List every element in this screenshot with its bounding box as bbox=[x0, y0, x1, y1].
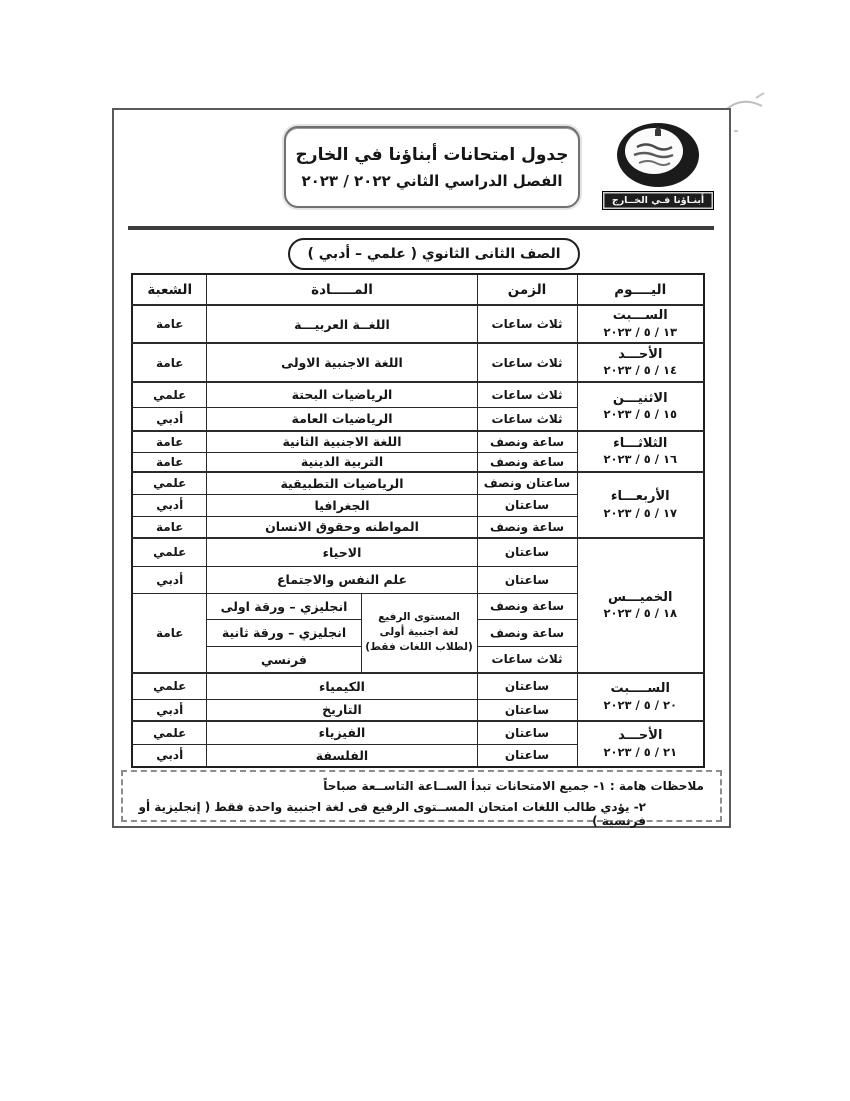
header-divider bbox=[128, 226, 714, 230]
day-date: ١٤ / ٥ / ٢٠٢٣ bbox=[603, 363, 678, 378]
section-cell: عامة bbox=[132, 516, 207, 538]
section-cell: أدبي bbox=[132, 744, 207, 767]
notes-box bbox=[121, 770, 722, 828]
section-cell: أدبي bbox=[132, 566, 207, 593]
day-cell bbox=[577, 382, 704, 431]
time-cell: ساعة ونصف bbox=[477, 452, 577, 472]
header-subject: المـــــادة bbox=[207, 274, 477, 305]
day-date: ١٥ / ٥ / ٢٠٢٣ bbox=[603, 407, 678, 422]
logo-caption: أبنـاؤنا فـي الخــارج bbox=[602, 191, 714, 210]
note-line bbox=[131, 779, 704, 793]
section-cell: علمي bbox=[132, 382, 207, 407]
day-name: الأربعـــاء bbox=[610, 489, 670, 505]
section-cell: علمي bbox=[132, 673, 207, 699]
section-cell: عامة bbox=[132, 305, 207, 343]
header-section: الشعبة bbox=[132, 274, 207, 305]
table-header-row bbox=[132, 274, 704, 305]
subject-cell: الفيزياء bbox=[207, 721, 477, 744]
table-row bbox=[132, 382, 704, 407]
subject-cell: علم النفس والاجتماع bbox=[207, 566, 477, 593]
subject-cell: الرياضيات العامة bbox=[207, 407, 477, 431]
subject-cell: الرياضيات البحتة bbox=[207, 382, 477, 407]
time-cell: ساعتان bbox=[477, 721, 577, 744]
high-level-note-cell bbox=[361, 593, 477, 673]
day-cell bbox=[577, 472, 704, 538]
time-cell: ثلاث ساعات bbox=[477, 305, 577, 343]
day-name: الســـبت bbox=[612, 308, 668, 324]
subject-cell: فرنسي bbox=[207, 646, 361, 673]
subject-cell: التربية الدينية bbox=[207, 452, 477, 472]
time-cell: ساعتان bbox=[477, 494, 577, 516]
subject-cell: الفلسفة bbox=[207, 744, 477, 767]
time-cell: ساعتان bbox=[477, 673, 577, 699]
day-name: الأحـــد bbox=[618, 728, 663, 744]
day-name: الثلاثـــاء bbox=[613, 435, 668, 451]
exam-schedule-table bbox=[131, 273, 705, 768]
section-cell: علمي bbox=[132, 538, 207, 566]
high-level-line: (لطلاب اللغات فقط) bbox=[365, 641, 473, 654]
day-cell bbox=[577, 343, 704, 382]
title-box bbox=[284, 126, 580, 208]
day-date: ١٣ / ٥ / ٢٠٢٣ bbox=[603, 324, 678, 339]
time-cell: ساعة ونصف bbox=[477, 619, 577, 646]
subject-cell: اللغة الاجنبية الثانية bbox=[207, 431, 477, 452]
time-cell: ثلاث ساعات bbox=[477, 343, 577, 382]
section-cell: عامة bbox=[132, 452, 207, 472]
subject-cell: الاحياء bbox=[207, 538, 477, 566]
subject-cell: اللغة الاجنبية الاولى bbox=[207, 343, 477, 382]
time-cell: ثلاث ساعات bbox=[477, 382, 577, 407]
subject-cell: اللغــة العربيـــة bbox=[207, 305, 477, 343]
document-sheet bbox=[112, 108, 731, 828]
section-cell: أدبي bbox=[132, 699, 207, 721]
day-name: الخميـــس bbox=[608, 589, 673, 605]
day-date: ١٦ / ٥ / ٢٠٢٣ bbox=[603, 452, 678, 467]
note-line bbox=[131, 800, 704, 828]
table-row bbox=[132, 472, 704, 494]
note-text: ١- جميع الامتحانات تبدأ الســاعة التاســعة صباحاً bbox=[323, 779, 606, 793]
subject-cell: انجليزي – ورقة ثانية bbox=[207, 619, 361, 646]
high-level-line: المستوى الرفيع bbox=[378, 610, 460, 623]
day-cell bbox=[577, 305, 704, 343]
section-cell: أدبي bbox=[132, 407, 207, 431]
subject-cell: انجليزي – ورقة اولى bbox=[207, 593, 361, 619]
subject-cell: الرياضيات التطبيقية bbox=[207, 472, 477, 494]
semester-subtitle: الفصل الدراسي الثاني ٢٠٢٢ / ٢٠٢٣ bbox=[301, 171, 563, 190]
ministry-emblem-icon bbox=[616, 122, 700, 188]
time-cell: ثلاث ساعات bbox=[477, 407, 577, 431]
time-cell: ساعة ونصف bbox=[477, 593, 577, 619]
header-time: الزمن bbox=[477, 274, 577, 305]
day-cell bbox=[577, 431, 704, 472]
document-title: جدول امتحانات أبناؤنا في الخارج bbox=[295, 144, 569, 165]
logo-block bbox=[606, 122, 710, 210]
subject-cell: الكيمياء bbox=[207, 673, 477, 699]
time-cell: ساعتان ونصف bbox=[477, 472, 577, 494]
time-cell: ساعتان bbox=[477, 699, 577, 721]
time-cell: ثلاث ساعات bbox=[477, 646, 577, 673]
subject-cell: الجغرافيا bbox=[207, 494, 477, 516]
time-cell: ساعة ونصف bbox=[477, 516, 577, 538]
high-level-line: لغة اجنبية أولى bbox=[379, 626, 459, 639]
table-row bbox=[132, 673, 704, 699]
day-cell bbox=[577, 721, 704, 767]
table-row bbox=[132, 305, 704, 343]
time-cell: ساعتان bbox=[477, 744, 577, 767]
section-cell: عامة bbox=[132, 343, 207, 382]
section-cell: عامة bbox=[132, 593, 207, 673]
day-date: ١٨ / ٥ / ٢٠٢٣ bbox=[603, 606, 678, 621]
table-row bbox=[132, 538, 704, 566]
day-date: ٢٠ / ٥ / ٢٠٢٣ bbox=[603, 697, 678, 712]
section-cell: أدبي bbox=[132, 494, 207, 516]
grade-banner: الصف الثانى الثانوي ( علمي – أدبي ) bbox=[288, 238, 580, 270]
table-row bbox=[132, 721, 704, 744]
section-cell: علمي bbox=[132, 472, 207, 494]
note-text: ٢- يؤدي طالب اللغات امتحان المســتوى الرفيع فى لغة اجنبية واحدة فقط ( إنجليزية أو فرنسية ) bbox=[138, 800, 646, 828]
time-cell: ساعة ونصف bbox=[477, 431, 577, 452]
day-date: ١٧ / ٥ / ٢٠٢٣ bbox=[603, 505, 678, 520]
day-date: ٢١ / ٥ / ٢٠٢٣ bbox=[603, 744, 678, 759]
day-name: الأحـــد bbox=[618, 346, 663, 362]
day-cell bbox=[577, 673, 704, 721]
section-cell: عامة bbox=[132, 431, 207, 452]
day-cell bbox=[577, 538, 704, 673]
notes-title: ملاحظات هامة : bbox=[609, 779, 704, 793]
header-day: اليــــوم bbox=[577, 274, 704, 305]
table-row bbox=[132, 431, 704, 452]
day-name: الســــبت bbox=[610, 681, 670, 697]
time-cell: ساعتان bbox=[477, 538, 577, 566]
time-cell: ساعتان bbox=[477, 566, 577, 593]
subject-cell: المواطنه وحقوق الانسان bbox=[207, 516, 477, 538]
table-row bbox=[132, 343, 704, 382]
subject-cell: التاريخ bbox=[207, 699, 477, 721]
section-cell: علمي bbox=[132, 721, 207, 744]
day-name: الاثنيـــن bbox=[612, 390, 668, 406]
